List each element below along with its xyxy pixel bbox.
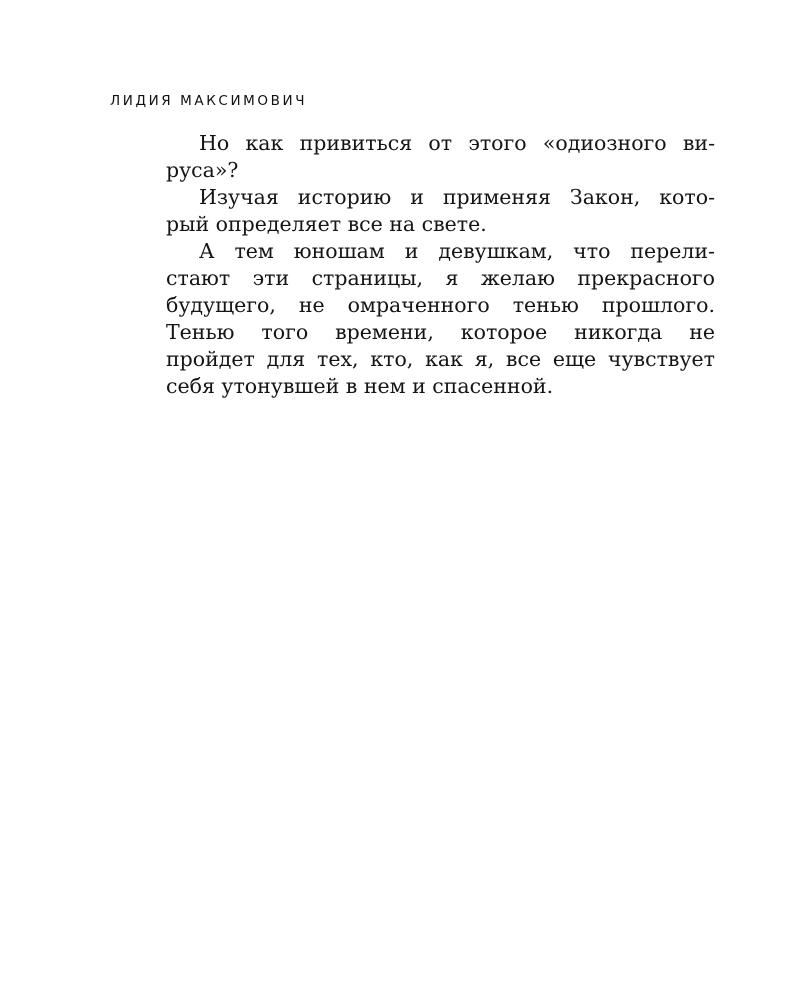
text-line: руса»?: [166, 158, 239, 182]
text-line: А тем юношам и девушкам, что перели-: [199, 239, 715, 263]
text-line: будущего, не омраченного тенью прошлого.: [166, 293, 715, 317]
text-line: Изучая историю и применяя Закон, кото-: [199, 185, 715, 209]
text-line: Но как привиться от этого «одиозного ви-: [199, 131, 715, 155]
text-line: рый определяет все на свете.: [166, 212, 487, 236]
text-line: пройдет для тех, кто, как я, все еще чувствует: [166, 347, 715, 371]
text-line: стают эти страницы, я желаю прекрасного: [166, 266, 715, 290]
running-header-author: ЛИДИЯ МАКСИМОВИЧ: [110, 93, 308, 109]
text-line: Тенью того времени, которое никогда не: [166, 320, 715, 344]
body-text: [166, 130, 715, 400]
text-line: себя утонувшей в нем и спасенной.: [166, 374, 554, 398]
